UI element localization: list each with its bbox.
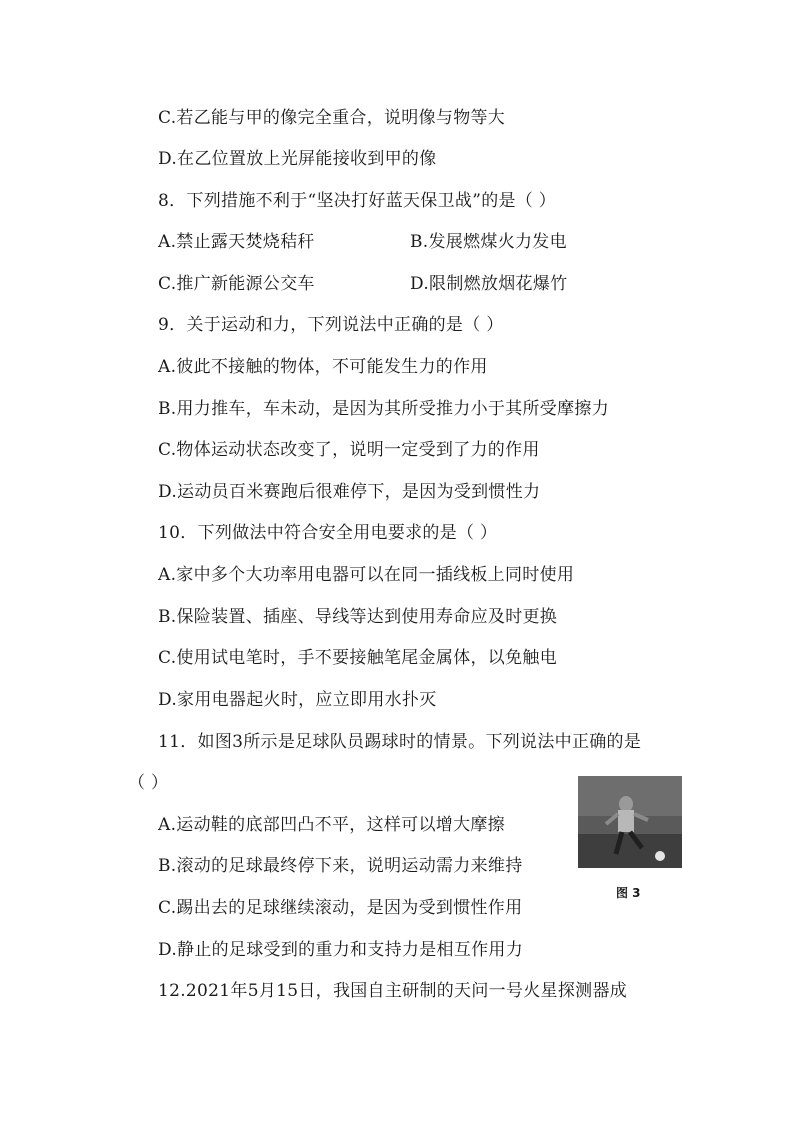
q10-stem: 10．下列做法中符合安全用电要求的是（ ） [158,523,498,543]
q10-option-c: C.使用试电笔时，手不要接触笔尾金属体，以免触电 [158,648,558,668]
q8-option-b: B.发展燃煤火力发电 [410,232,567,252]
q11-stem: 11．如图3所示是足球队员踢球时的情景。下列说法中正确的是 [158,732,642,752]
q8-option-d: D.限制燃放烟花爆竹 [410,274,568,294]
q8-stem: 8．下列措施不利于“坚决打好蓝天保卫战”的是（ ） [158,191,557,211]
q9-option-a: A.彼此不接触的物体，不可能发生力的作用 [158,357,488,377]
q8-option-c: C.推广新能源公交车 [158,274,315,294]
q9-option-b: B.用力推车，车未动，是因为其所受推力小于其所受摩擦力 [158,399,609,419]
q7-option-c: C.若乙能与甲的像完全重合，说明像与物等大 [158,108,506,128]
q11-option-d: D.静止的足球受到的重力和支持力是相互作用力 [158,940,524,960]
q11-figure-soccer-photo [578,776,682,868]
q8-option-a: A.禁止露天焚烧秸秆 [158,232,315,252]
q7-option-d: D.在乙位置放上光屏能接收到甲的像 [158,149,437,169]
q9-option-d: D.运动员百米赛跑后很难停下，是因为受到惯性力 [158,482,541,502]
q11-option-c: C.踢出去的足球继续滚动，是因为受到惯性作用 [158,898,523,918]
q11-option-b: B.滚动的足球最终停下来，说明运动需力来维持 [158,856,523,876]
q10-option-b: B.保险装置、插座、导线等达到使用寿命应及时更换 [158,607,558,627]
q11-answer-paren: （ ） [128,773,169,793]
q9-stem: 9．关于运动和力，下列说法中正确的是（ ） [158,315,504,335]
q9-option-c: C.物体运动状态改变了，说明一定受到了力的作用 [158,440,540,460]
q12-stem: 12.2021年5月15日，我国自主研制的天问一号火星探测器成 [158,981,628,1001]
q10-option-a: A.家中多个大功率用电器可以在同一插线板上同时使用 [158,565,575,585]
q10-option-d: D.家用电器起火时，应立即用水扑灭 [158,690,437,710]
q11-figure-caption: 图 3 [616,886,641,900]
q11-option-a: A.运动鞋的底部凹凸不平，这样可以增大摩擦 [158,815,505,835]
